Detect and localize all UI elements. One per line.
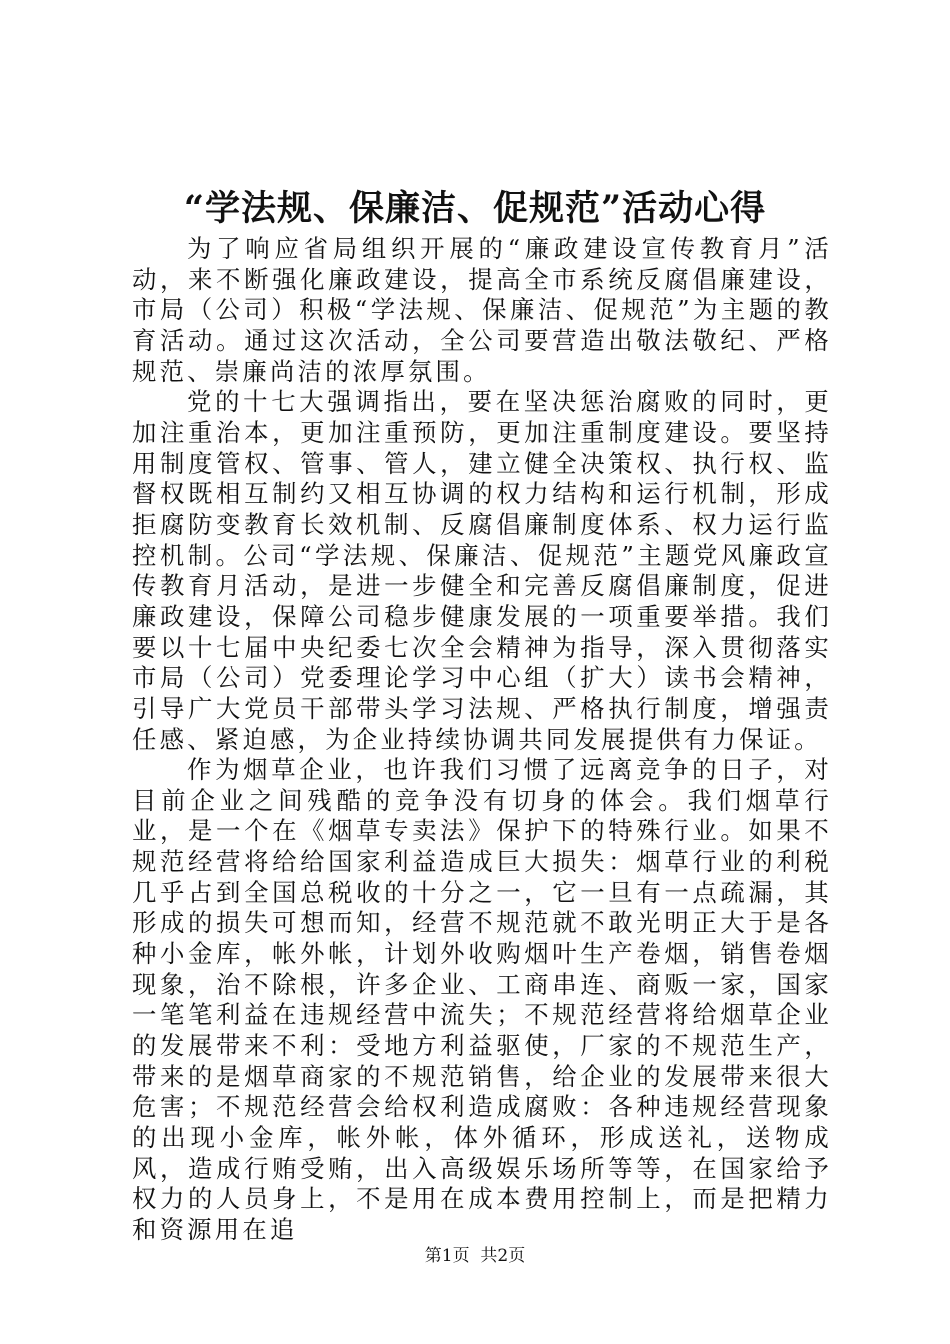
paragraph: 党的十七大强调指出，要在坚决惩治腐败的同时，更加注重治本，更加注重预防，更加注重制度建设。要坚持用制度管权、管事、管人，建立健全决策权、执行权、监督权既相互制约又相互协调的权力结构和运行机制，形成拒腐防变教育长效机制、反腐倡廉制度体系、权力运行监控机制。公司“学法规、保廉洁、促规范”主题党风廉政宣传教育月活动，是进一步健全和完善反腐倡廉制度，促进廉政建设，保障公司稳步健康发展的一项重要举措。我们要以十七届中央纪委七次全会精神为指导，深入贯彻落实市局（公司）党委理论学习中心组（扩大）读书会精神，引导广大党员干部带头学习法规、严格执行制度，增强责任感、紧迫感，为企业持续协调共同发展提供有力保证。 <box>132 387 832 754</box>
document-body <box>132 234 832 1246</box>
page-total: 共2页 <box>480 1246 526 1266</box>
page-footer <box>0 1244 950 1268</box>
document-title: “学法规、保廉洁、促规范”活动心得 <box>183 188 767 229</box>
paragraph: 为了响应省局组织开展的“廉政建设宣传教育月”活动，来不断强化廉政建设，提高全市系统反腐倡廉建设，市局（公司）积极“学法规、保廉洁、促规范”为主题的教育活动。通过这次活动，全公司要营造出敬法敬纪、严格规范、崇廉尚洁的浓厚氛围。 <box>132 234 832 386</box>
paragraph: 作为烟草企业，也许我们习惯了远离竞争的日子，对目前企业之间残酷的竞争没有切身的体会。我们烟草行业，是一个在《烟草专卖法》保护下的特殊行业。如果不规范经营将给给国家利益造成巨大损失：烟草行业的利税几乎占到全国总税收的十分之一，它一旦有一点疏漏，其形成的损失可想而知，经营不规范就不敢光明正大于是各种小金库，帐外帐，计划外收购烟叶生产卷烟，销售卷烟现象，治不除根，许多企业、工商串连、商贩一家，国家一笔笔利益在违规经营中流失；不规范经营将给烟草企业的发展带来不利：受地方利益驱使，厂家的不规范生产，带来的是烟草商家的不规范销售，给企业的发展带来很大危害；不规范经营会给权利造成腐败：各种违规经营现象的出现小金库，帐外帐，体外循环，形成送礼，送物成风，造成行贿受贿，出入高级娱乐场所等等，在国家给予权力的人员身上，不是用在成本费用控制上，而是把精力和资源用在追 <box>132 755 832 1244</box>
page-number: 第1页 <box>424 1246 470 1266</box>
